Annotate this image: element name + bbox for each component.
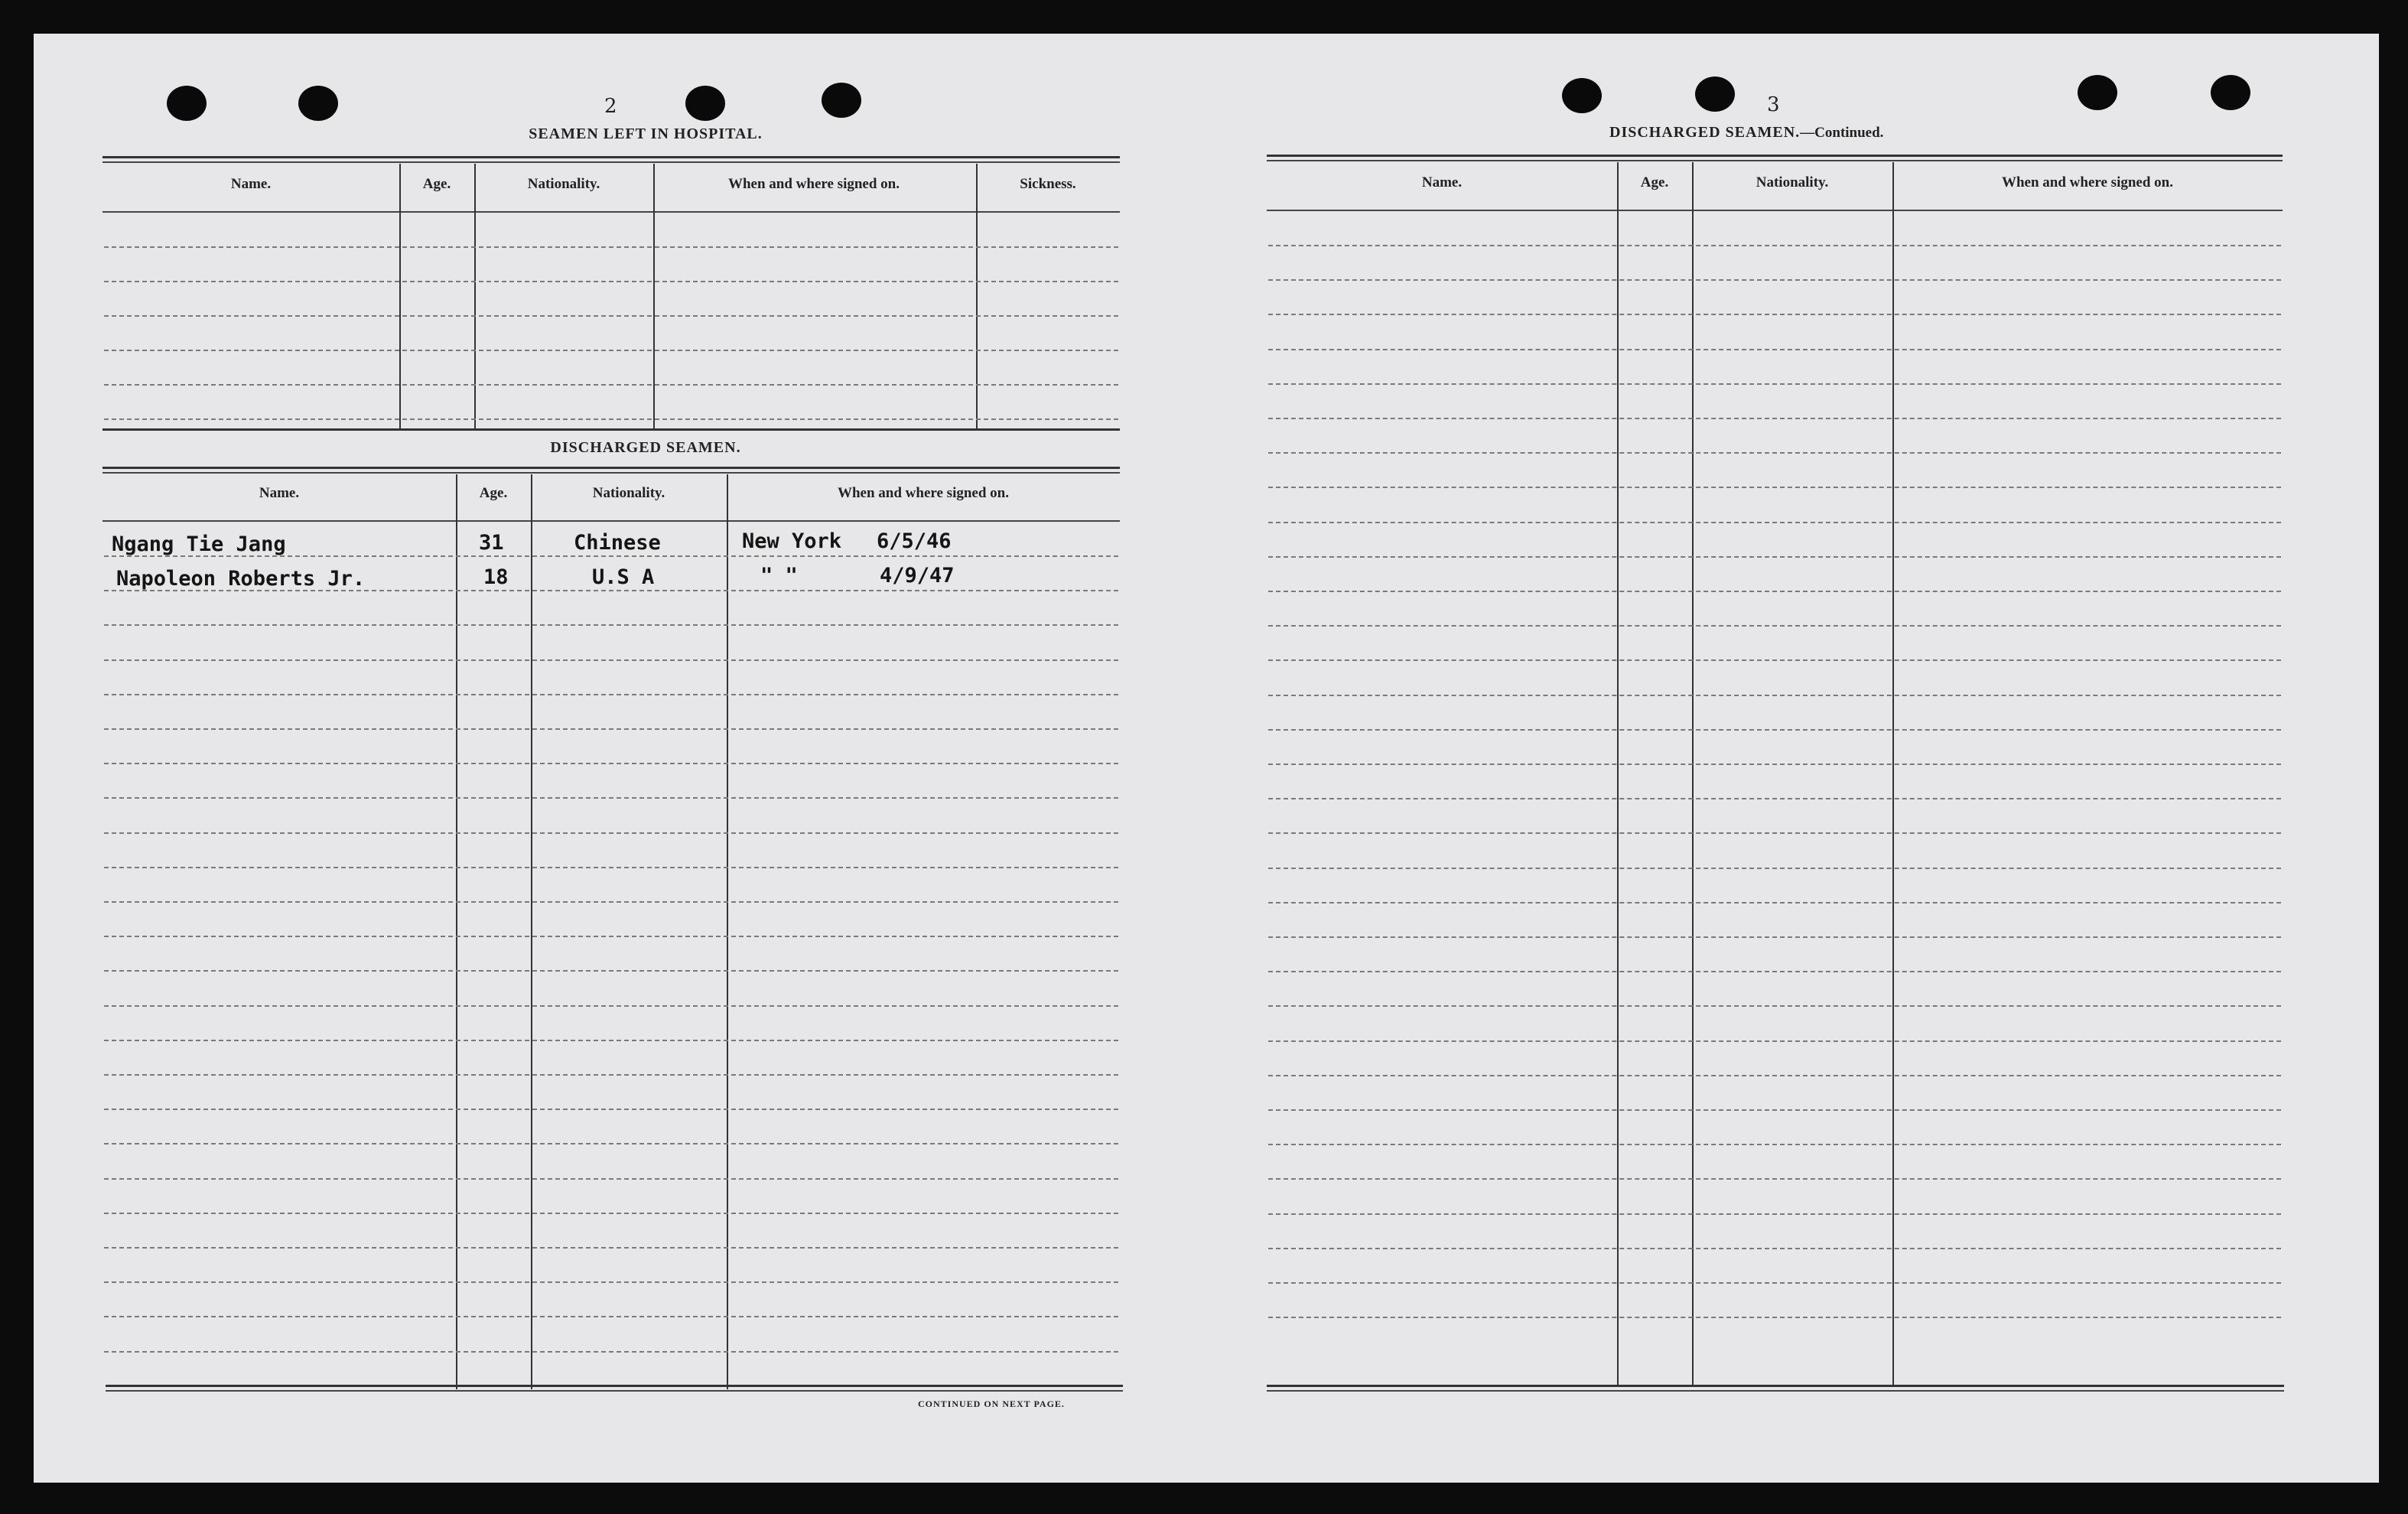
- entry-line: [104, 1351, 1118, 1353]
- entry-line: [1268, 452, 2281, 454]
- rule: [1267, 210, 2283, 211]
- col-age: Age.: [422, 176, 451, 192]
- rule: [103, 520, 1120, 522]
- column-divider: [531, 474, 532, 1389]
- entry-line: [104, 659, 1118, 661]
- entry-line: [104, 1074, 1118, 1076]
- col-nationality: Nationality.: [527, 176, 600, 192]
- entry-line: [104, 384, 1118, 386]
- entry-line: [1268, 625, 2281, 627]
- punch-hole: [685, 86, 725, 121]
- entry-line: [104, 936, 1118, 937]
- ledger-sheet: [34, 34, 2379, 1483]
- entry-line: [104, 763, 1118, 764]
- entry-line: [1268, 1075, 2281, 1076]
- entry-line: [1268, 279, 2281, 281]
- column-divider: [474, 164, 476, 428]
- seaman-age: 31: [479, 531, 504, 555]
- entry-line: [104, 1281, 1118, 1283]
- col-signed-on: When and where signed on.: [727, 176, 900, 192]
- continued-note: CONTINUED ON NEXT PAGE.: [918, 1398, 1065, 1409]
- rule: [1267, 1390, 2284, 1392]
- seaman-nationality: U.S A: [592, 565, 655, 589]
- right-section-title: [1609, 124, 1883, 142]
- punch-hole: [2211, 75, 2250, 110]
- right-section-title-main: DISCHARGED SEAMEN.: [1609, 124, 1801, 141]
- entry-line: [104, 1109, 1118, 1110]
- punch-hole: [1562, 78, 1602, 113]
- punch-hole: [2078, 75, 2117, 110]
- rule: [1267, 160, 2283, 161]
- punch-hole: [298, 86, 338, 121]
- punch-hole: [1695, 77, 1735, 112]
- column-divider: [653, 164, 655, 428]
- seaman-age: 18: [483, 565, 509, 589]
- seaman-name: Napoleon Roberts Jr.: [116, 567, 366, 591]
- entry-line: [1268, 868, 2281, 869]
- entry-line: [1268, 1213, 2281, 1215]
- entry-line: [1268, 695, 2281, 696]
- entry-line: [104, 832, 1118, 834]
- col-nationality: Nationality.: [1756, 174, 1829, 190]
- entry-line: [104, 797, 1118, 799]
- col-sickness: Sickness.: [1020, 176, 1076, 192]
- rule: [103, 156, 1120, 158]
- entry-line: [1268, 936, 2281, 938]
- column-divider: [1692, 162, 1694, 1386]
- signed-on-place: New York: [742, 529, 842, 553]
- entry-line: [1268, 659, 2281, 661]
- entry-line: [104, 246, 1118, 248]
- page-number-left: 2: [604, 95, 617, 118]
- punch-hole: [167, 86, 207, 121]
- signed-on-date: 4/9/47: [880, 564, 955, 588]
- column-divider: [1617, 162, 1619, 1386]
- entry-line: [1268, 1040, 2281, 1042]
- entry-line: [104, 350, 1118, 351]
- entry-line: [1268, 1005, 2281, 1007]
- discharged-section-title: DISCHARGED SEAMEN.: [550, 439, 741, 456]
- rule: [103, 161, 1120, 163]
- entry-line: [104, 728, 1118, 730]
- rule: [106, 1385, 1123, 1387]
- entry-line: [1268, 971, 2281, 972]
- entry-line: [104, 867, 1118, 868]
- entry-line: [1268, 1282, 2281, 1284]
- rule: [103, 428, 1120, 431]
- rule: [103, 467, 1120, 469]
- entry-line: [1268, 418, 2281, 419]
- rule: [103, 472, 1120, 474]
- entry-line: [1268, 487, 2281, 488]
- column-divider: [976, 164, 978, 428]
- col-name: Name.: [230, 176, 272, 192]
- entry-line: [104, 901, 1118, 903]
- signed-on-place: " ": [760, 564, 798, 588]
- signed-on-date: 6/5/46: [877, 529, 952, 553]
- column-divider: [1892, 162, 1894, 1386]
- entry-line: [104, 1143, 1118, 1144]
- entry-line: [1268, 832, 2281, 834]
- column-divider: [727, 474, 728, 1389]
- entry-line: [104, 624, 1118, 626]
- rule: [1267, 155, 2283, 157]
- rule: [106, 1390, 1123, 1392]
- rule: [1267, 1385, 2284, 1387]
- col-name: Name.: [1421, 174, 1463, 190]
- seaman-name: Ngang Tie Jang: [112, 532, 286, 556]
- column-divider: [456, 474, 457, 1389]
- column-divider: [399, 164, 401, 428]
- entry-line: [104, 1040, 1118, 1041]
- rule: [103, 211, 1120, 213]
- entry-line: [1268, 383, 2281, 385]
- entry-line: [1268, 522, 2281, 523]
- punch-hole: [822, 83, 861, 118]
- col-nationality: Nationality.: [592, 485, 665, 501]
- entry-line: [1268, 245, 2281, 246]
- entry-line: [1268, 314, 2281, 315]
- entry-line: [1268, 729, 2281, 731]
- entry-line: [104, 970, 1118, 972]
- entry-line: [1268, 556, 2281, 558]
- entry-line: [1268, 1178, 2281, 1180]
- entry-line: [1268, 902, 2281, 904]
- entry-line: [104, 1178, 1118, 1180]
- entry-line: [1268, 764, 2281, 765]
- seaman-nationality: Chinese: [574, 531, 661, 555]
- entry-line: [104, 694, 1118, 695]
- entry-line: [1268, 798, 2281, 799]
- right-section-title-suffix: —Continued.: [1800, 125, 1884, 141]
- col-signed-on: When and where signed on.: [2001, 174, 2173, 190]
- entry-line: [1268, 349, 2281, 350]
- col-name: Name.: [259, 485, 300, 501]
- entry-line: [104, 1247, 1118, 1249]
- col-signed-on: When and where signed on.: [837, 485, 1009, 501]
- entry-line: [104, 315, 1118, 317]
- entry-line: [104, 1005, 1118, 1007]
- entry-line: [104, 1213, 1118, 1214]
- hospital-section-title: SEAMEN LEFT IN HOSPITAL.: [529, 125, 763, 142]
- entry-line: [1268, 1109, 2281, 1111]
- entry-line: [104, 418, 1118, 420]
- entry-line: [1268, 1248, 2281, 1249]
- entry-line: [1268, 591, 2281, 592]
- page-number-right: 3: [1767, 93, 1780, 116]
- entry-line: [104, 1316, 1118, 1317]
- entry-line: [1268, 1144, 2281, 1145]
- entry-line: [1268, 1317, 2281, 1318]
- col-age: Age.: [479, 485, 508, 501]
- entry-line: [104, 281, 1118, 282]
- col-age: Age.: [1640, 174, 1669, 190]
